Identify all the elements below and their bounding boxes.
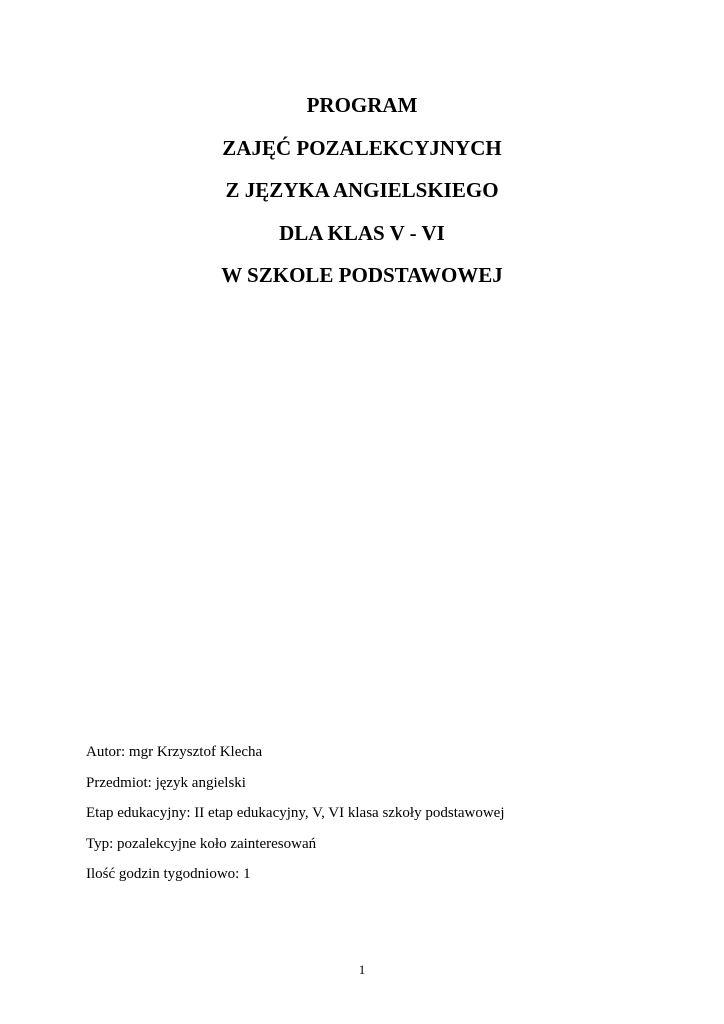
document-metadata (86, 737, 686, 890)
title-line-language: Z JĘZYKA ANGIELSKIEGO (225, 178, 499, 202)
meta-subject: Przedmiot: język angielski (86, 774, 246, 791)
meta-type: Typ: pozalekcyjne koło zainteresowań (86, 835, 317, 852)
title-line-school: W SZKOLE PODSTAWOWEJ (221, 263, 503, 287)
meta-author: Autor: mgr Krzysztof Klecha (86, 744, 263, 760)
document-title (0, 84, 724, 297)
meta-education-stage: Etap edukacyjny: II etap edukacyjny, V, VI klasa szkoły podstawowej (86, 805, 505, 821)
page-number: 1 (358, 962, 366, 977)
title-line-activities: ZAJĘĆ POZALEKCYJNYCH (222, 135, 502, 160)
meta-weekly-hours: Ilość godzin tygodniowo: 1 (86, 866, 251, 882)
title-line-program: PROGRAM (306, 93, 418, 117)
title-line-classes: DLA KLAS V - VI (279, 220, 445, 245)
